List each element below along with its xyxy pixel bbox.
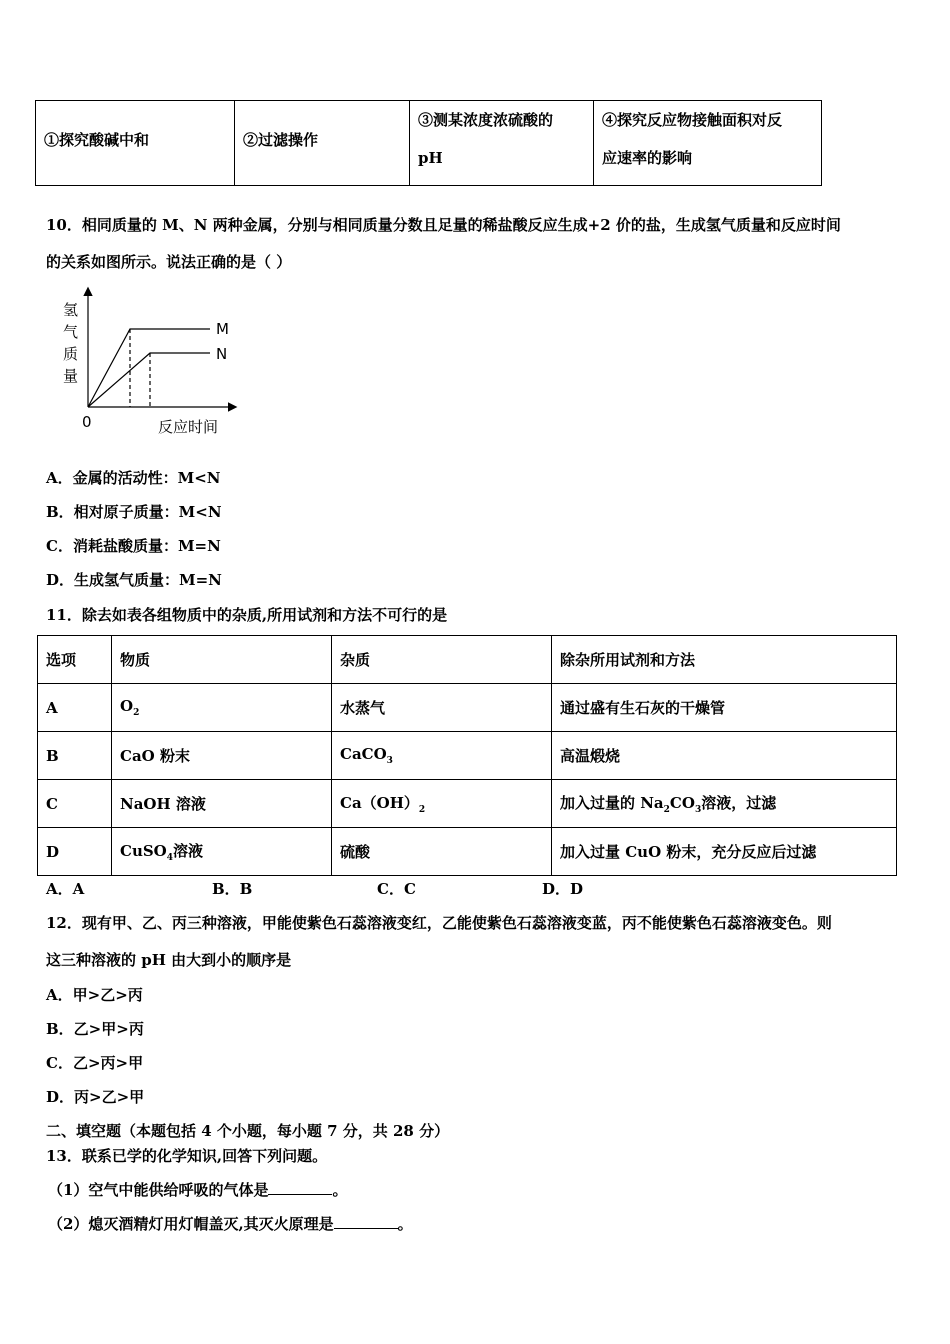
q11-header-option: 选项 bbox=[38, 636, 112, 684]
q10-graph-label-m: M bbox=[216, 320, 229, 338]
table-row bbox=[38, 732, 897, 780]
experiment-cell-4-line2: 应速率的影响 bbox=[602, 149, 693, 167]
q11-header-row bbox=[38, 636, 897, 684]
q10-graph-label-n: N bbox=[216, 345, 228, 363]
q11-row-d-impurity: 硫酸 bbox=[332, 828, 552, 876]
q10-option-c: C．消耗盐酸质量：M=N bbox=[46, 537, 221, 555]
q11-row-d-method: 加入过量 CuO 粉末，充分反应后过滤 bbox=[552, 828, 897, 876]
q13-stem: 13．联系已学的化学知识,回答下列问题。 bbox=[46, 1147, 328, 1165]
q13-part2-blank[interactable] bbox=[334, 1214, 398, 1229]
q11-row-c-option: C bbox=[38, 780, 112, 828]
q12-stem-line2: 这三种溶液的 pH 由大到小的顺序是 bbox=[46, 951, 292, 969]
q11-row-c-impurity: $Ca(OH)_2$ bbox=[332, 780, 552, 828]
q10-graph-ylabel-3: 质 bbox=[63, 345, 79, 363]
q10-graph-ylabel-2: 气 bbox=[63, 323, 79, 341]
q13-part2: （2）熄灭酒精灯用灯帽盖灭,其灭火原理是 。 bbox=[48, 1215, 413, 1233]
experiment-cell-2: ②过滤操作 bbox=[235, 101, 410, 186]
q11-stem: 11．除去如表各组物质中的杂质,所用试剂和方法不可行的是 bbox=[46, 606, 448, 624]
q11-row-d-option: D bbox=[38, 828, 112, 876]
q10-option-b: B．相对原子质量：M<N bbox=[46, 503, 222, 521]
q10-graph-ylabel-4: 量 bbox=[63, 367, 79, 385]
q11-row-a-substance: $O_2$ bbox=[112, 684, 332, 732]
table-row bbox=[38, 684, 897, 732]
q12-option-d: D．丙>乙>甲 bbox=[46, 1088, 145, 1106]
q12-option-a: A．甲>乙>丙 bbox=[46, 986, 143, 1004]
experiment-cell-1: ①探究酸碱中和 bbox=[36, 101, 235, 186]
q11-header-impurity: 杂质 bbox=[332, 636, 552, 684]
experiment-cell-4-line1: ④探究反应物接触面积对反 bbox=[602, 111, 783, 129]
q10-graph-xlabel: 反应时间 bbox=[158, 418, 219, 436]
experiment-cell-3-line1: ③测某浓度浓硫酸的 bbox=[418, 111, 554, 129]
table-row bbox=[38, 780, 897, 828]
q11-header-method: 除杂所用试剂和方法 bbox=[552, 636, 897, 684]
experiment-table bbox=[35, 100, 822, 186]
q11-row-c-substance: NaOH 溶液 bbox=[112, 780, 332, 828]
q12-option-b: B．乙>甲>丙 bbox=[46, 1020, 144, 1038]
q11-option-a: A．A bbox=[46, 880, 85, 898]
q13-part1-blank[interactable] bbox=[268, 1180, 332, 1195]
q11-row-a-impurity: 水蒸气 bbox=[332, 684, 552, 732]
q11-row-b-option: B bbox=[38, 732, 112, 780]
q10-graph-origin: 0 bbox=[82, 413, 92, 431]
q10-stem-line1: 10．相同质量的 M、N 两种金属，分别与相同质量分数且足量的稀盐酸反应生成+2 价的盐，生成氢气质量和反应时间 bbox=[46, 216, 841, 234]
q11-row-a-method: 通过盛有生石灰的干燥管 bbox=[552, 684, 897, 732]
q11-row-b-method: 高温煅烧 bbox=[552, 732, 897, 780]
q11-option-d: D．D bbox=[542, 880, 584, 898]
q10-graph bbox=[55, 283, 255, 443]
q11-row-b-substance: CaO 粉末 bbox=[112, 732, 332, 780]
q12-option-c: C．乙>丙>甲 bbox=[46, 1054, 144, 1072]
q11-row-c-method: 加入过量的 $Na_2CO_3$溶液，过滤 bbox=[552, 780, 897, 828]
q11-option-c: C．C bbox=[377, 880, 416, 898]
q11-row-d-substance: CuSO$_4$溶液 bbox=[112, 828, 332, 876]
q10-graph-line-m bbox=[88, 329, 210, 407]
q10-graph-line-n bbox=[88, 353, 210, 407]
q10-option-d: D．生成氢气质量：M=N bbox=[46, 571, 222, 589]
table-row bbox=[38, 828, 897, 876]
q13-part1: （1）空气中能供给呼吸的气体是 。 bbox=[48, 1181, 348, 1199]
experiment-cell-4 bbox=[594, 101, 822, 186]
q11-row-a-option: A bbox=[38, 684, 112, 732]
q12-stem-line1: 12．现有甲、乙、丙三种溶液，甲能使紫色石蕊溶液变红，乙能使紫色石蕊溶液变蓝，丙不能使紫色石蕊溶液变色。则 bbox=[46, 914, 832, 932]
experiment-cell-3-line2: pH bbox=[418, 149, 443, 167]
experiment-cell-3 bbox=[410, 101, 594, 186]
q11-header-substance: 物质 bbox=[112, 636, 332, 684]
q10-option-a: A．金属的活动性：M<N bbox=[46, 469, 221, 487]
q11-option-b: B．B bbox=[212, 880, 253, 898]
q10-stem-line2: 的关系如图所示。说法正确的是（ ） bbox=[46, 253, 292, 271]
q10-graph-ylabel-1: 氢 bbox=[63, 301, 79, 319]
q11-row-b-impurity: CaCO$_3$ bbox=[332, 732, 552, 780]
section-title: 二、填空题（本题包括 4 个小题，每小题 7 分，共 28 分） bbox=[46, 1122, 450, 1140]
q11-table bbox=[37, 635, 897, 876]
